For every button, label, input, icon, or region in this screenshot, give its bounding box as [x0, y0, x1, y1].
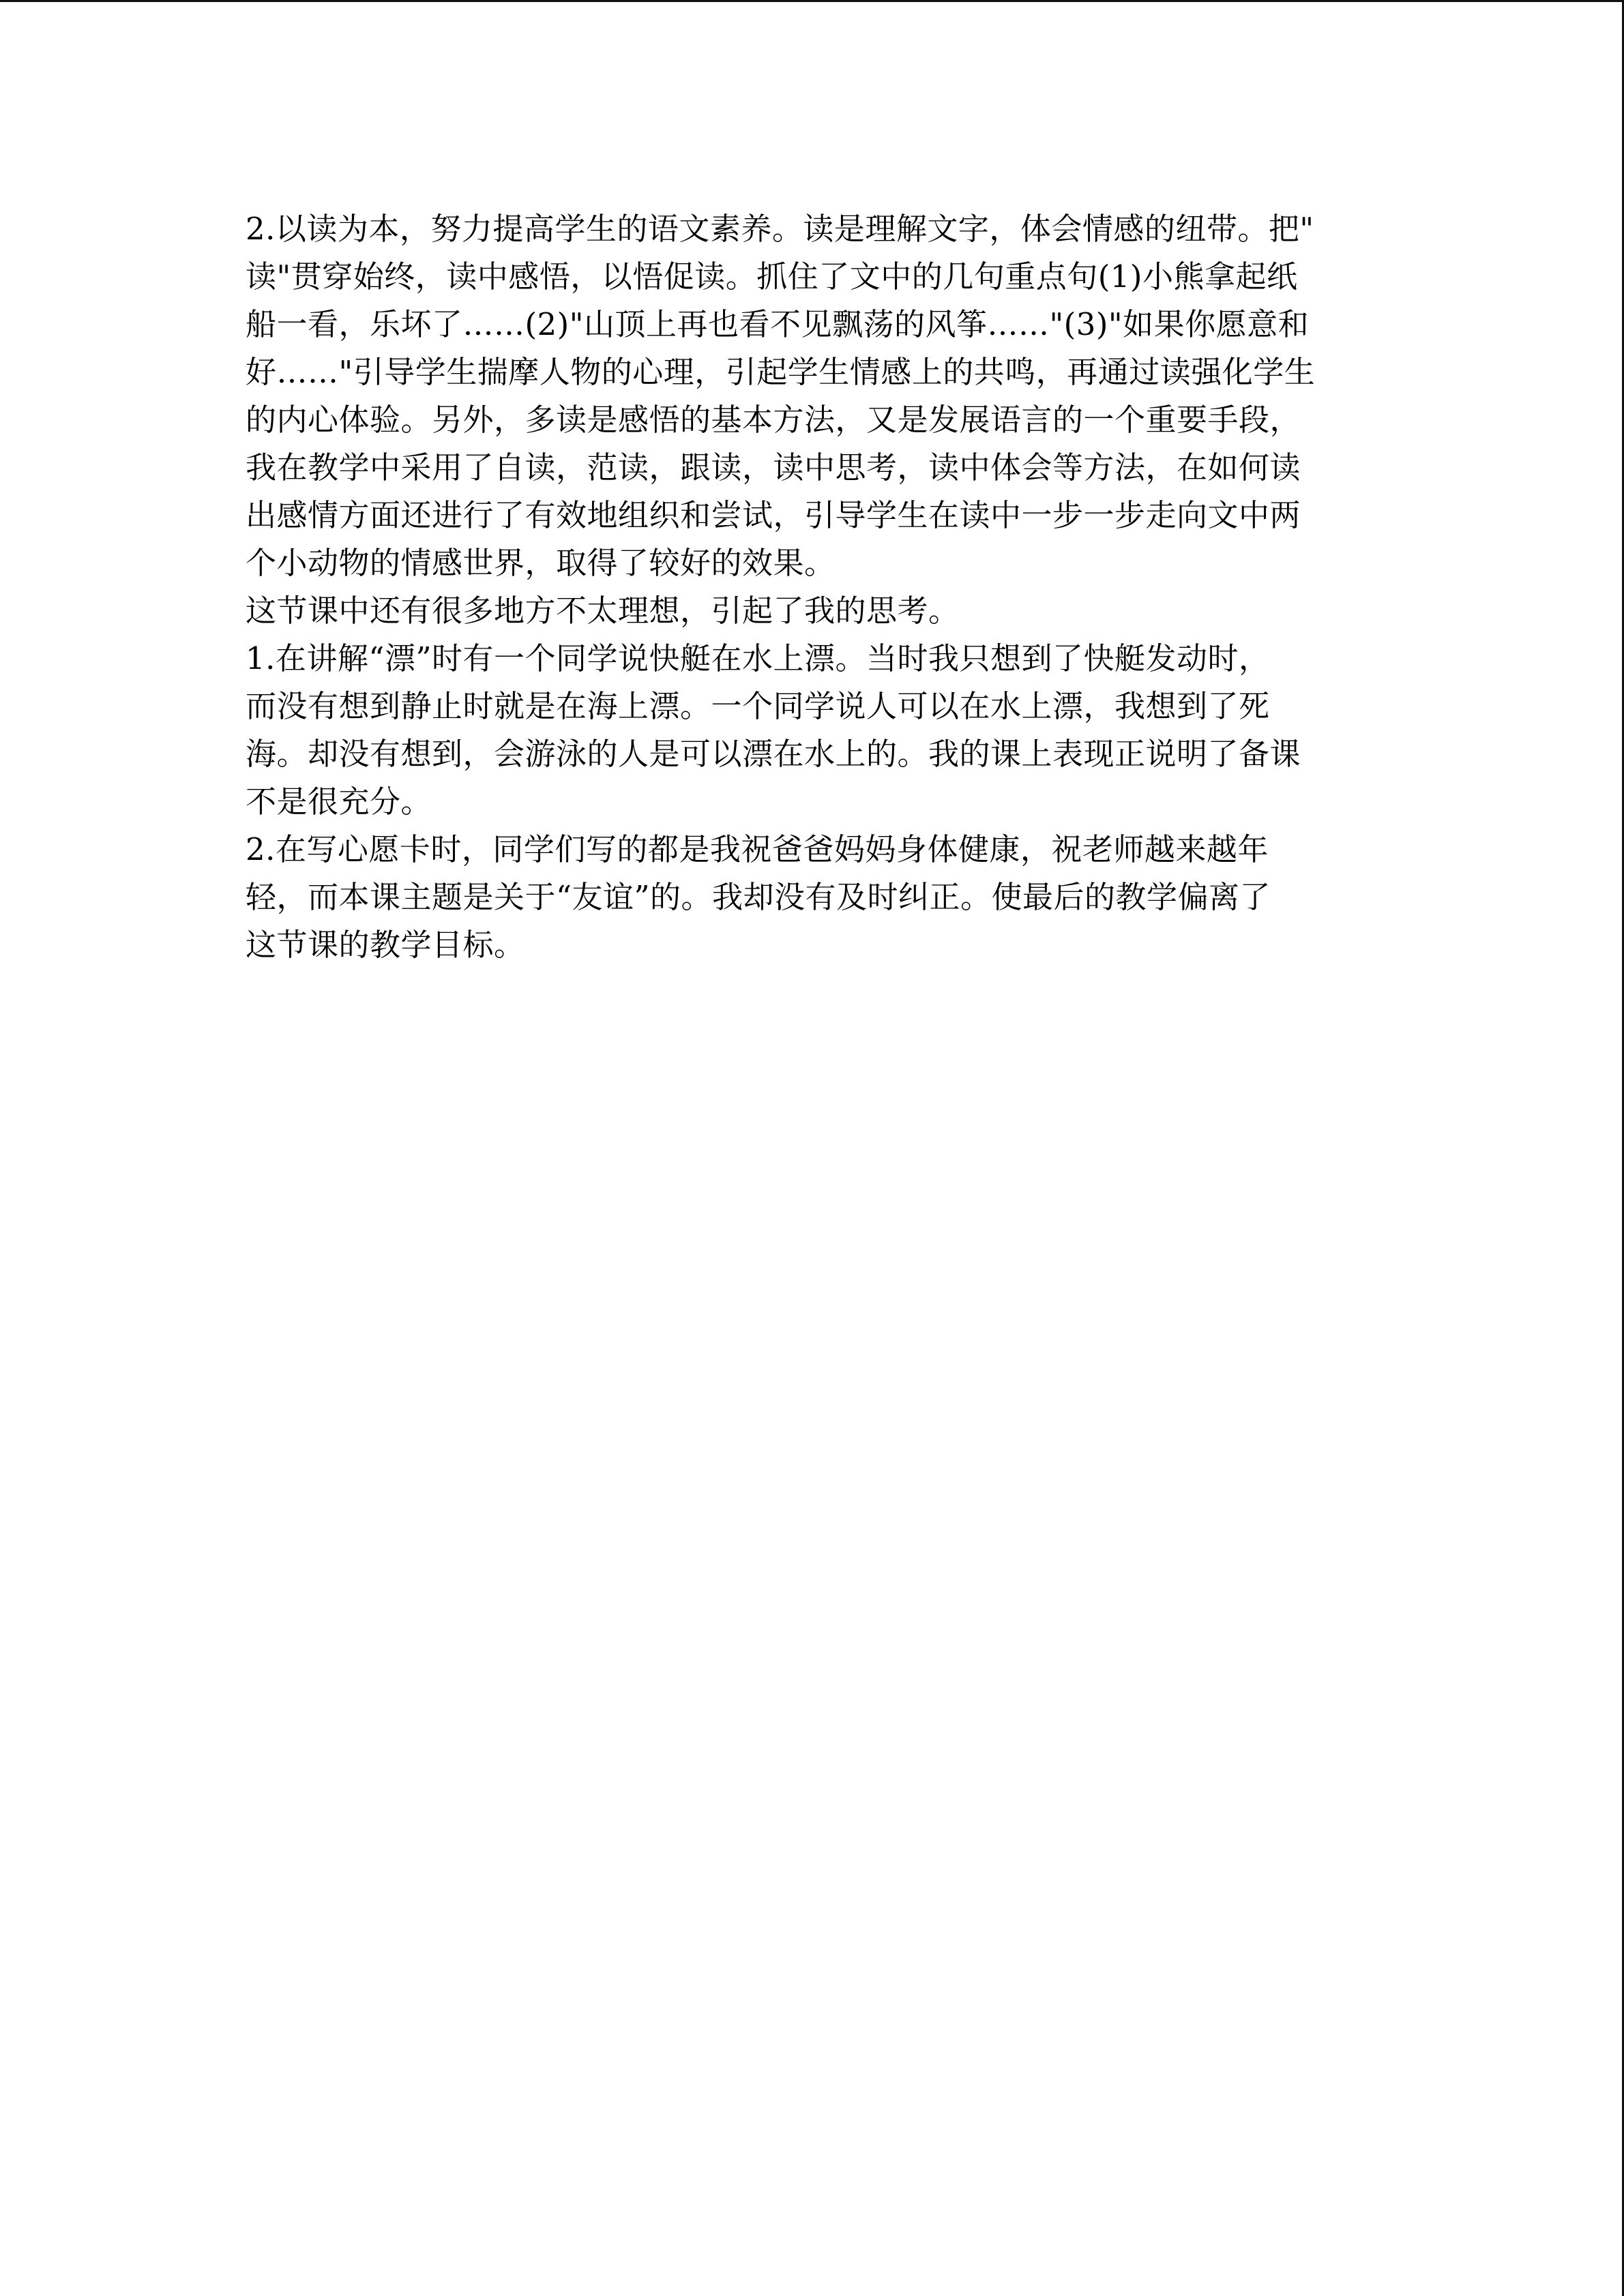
- text-line: 轻，而本课主题是关于“友谊”的。我却没有及时纠正。使最后的教学偏离了: [246, 879, 1271, 915]
- text-line: 读"贯穿始终，读中感悟，以悟促读。抓住了文中的几句重点句(1)小熊拿起纸: [246, 258, 1298, 295]
- text-line: 出感情方面还进行了有效地组织和尝试，引导学生在读中一步一步走向文中两: [246, 497, 1301, 533]
- text-line: 船一看，乐坏了……(2)"山顶上再也看不见飘荡的风筝……"(3)"如果你愿意和: [246, 306, 1310, 342]
- text-line: 我在教学中采用了自读，范读，跟读，读中思考，读中体会等方法，在如何读: [246, 449, 1301, 486]
- text-line: 2.以读为本，努力提高学生的语文素养。读是理解文字，体会情感的纽带。把": [246, 211, 1314, 247]
- text-line: 好……"引导学生揣摩人物的心理，引起学生情感上的共鸣，再通过读强化学生: [246, 354, 1316, 390]
- text-line: 这节课中还有很多地方不太理想，引起了我的思考。: [246, 593, 960, 629]
- text-line: 的内心体验。另外，多读是感悟的基本方法，又是发展语言的一个重要手段，: [246, 402, 1301, 438]
- text-line: 2.在写心愿卡时，同学们写的都是我祝爸爸妈妈身体健康，祝老师越来越年: [246, 831, 1269, 867]
- text-line: 海。却没有想到，会游泳的人是可以漂在水上的。我的课上表现正说明了备课: [246, 736, 1301, 772]
- document-body: [246, 205, 1378, 969]
- text-line: 不是很充分。: [246, 784, 432, 820]
- text-line: 而没有想到静止时就是在海上漂。一个同学说人可以在水上漂，我想到了死: [246, 688, 1270, 724]
- text-line: 个小动物的情感世界，取得了较好的效果。: [246, 545, 836, 581]
- text-line: 1.在讲解“漂”时有一个同学说快艇在水上漂。当时我只想到了快艇发动时，: [246, 640, 1270, 676]
- text-line: 这节课的教学目标。: [246, 927, 525, 963]
